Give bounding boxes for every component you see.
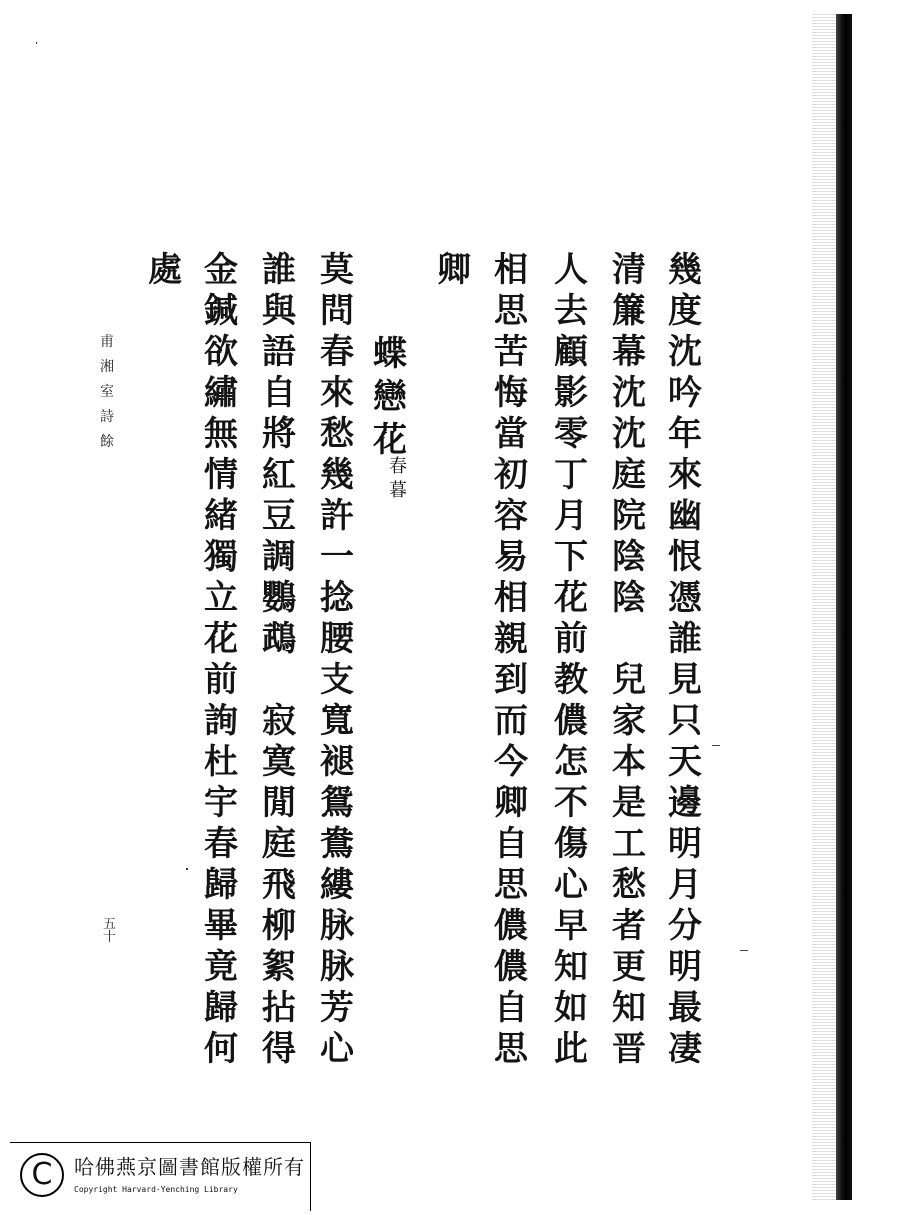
copyright-icon: C — [20, 1153, 64, 1197]
character: 前 — [204, 660, 238, 700]
character: 捻 — [320, 578, 354, 618]
poem2-subtitle — [389, 455, 407, 503]
character: 與 — [262, 291, 296, 331]
character: 愁 — [320, 414, 354, 454]
character: 去 — [554, 291, 588, 331]
character: 寂 — [262, 701, 296, 741]
character: 誰 — [668, 619, 702, 659]
character: 誰 — [262, 250, 296, 290]
character: 見 — [668, 660, 702, 700]
character: 邊 — [668, 783, 702, 823]
character: 教 — [554, 660, 588, 700]
character: 室 — [100, 384, 114, 400]
character: 晋 — [612, 1029, 646, 1069]
character: 歸 — [204, 865, 238, 905]
character: 相 — [494, 250, 528, 290]
character: 度 — [668, 291, 702, 331]
character: 十 — [103, 930, 117, 945]
character: 飛 — [262, 865, 296, 905]
poem1-column-1 — [668, 250, 702, 1070]
character: 絮 — [262, 947, 296, 987]
character: 問 — [320, 291, 354, 331]
page-binding-edge — [836, 14, 852, 1200]
character: 繡 — [204, 373, 238, 413]
poem1-column-5 — [437, 250, 471, 291]
margin-mark — [712, 745, 720, 746]
character: 許 — [320, 496, 354, 536]
character: 容 — [494, 496, 528, 536]
character: 卿 — [494, 783, 528, 823]
character: 寞 — [262, 742, 296, 782]
character: 庭 — [262, 824, 296, 864]
character: 鴛 — [320, 783, 354, 823]
character: 零 — [554, 414, 588, 454]
character: 儂 — [554, 701, 588, 741]
character: 沈 — [668, 332, 702, 372]
character: 前 — [554, 619, 588, 659]
character: 家 — [612, 701, 646, 741]
character: 拈 — [262, 988, 296, 1028]
character: 鸚 — [262, 578, 296, 618]
poem1-column-2 — [612, 250, 646, 1070]
character: 最 — [668, 988, 702, 1028]
poem2-column-3 — [204, 250, 238, 1070]
character: 無 — [204, 414, 238, 454]
character: 柳 — [262, 906, 296, 946]
character: 調 — [262, 537, 296, 577]
character: 相 — [494, 578, 528, 618]
character: 陰 — [612, 578, 646, 618]
character: 卿 — [437, 250, 471, 290]
character: 春 — [389, 456, 407, 477]
character: 儂 — [494, 906, 528, 946]
character: 花 — [554, 578, 588, 618]
character: 鴦 — [320, 824, 354, 864]
character: 丁 — [554, 455, 588, 495]
character: 更 — [612, 947, 646, 987]
character: 蝶 — [373, 334, 407, 374]
character: 自 — [494, 988, 528, 1028]
character: 歸 — [204, 988, 238, 1028]
character: 知 — [612, 988, 646, 1028]
character: 支 — [320, 660, 354, 700]
margin-page-number — [103, 918, 116, 944]
character: 處 — [148, 250, 182, 290]
character: 褪 — [320, 742, 354, 782]
ink-speck — [36, 42, 37, 44]
character: 明 — [668, 824, 702, 864]
character: 明 — [668, 947, 702, 987]
character: 獨 — [204, 537, 238, 577]
poem1-column-4 — [494, 250, 528, 1070]
poem2-column-4 — [148, 250, 182, 291]
character: 欲 — [204, 332, 238, 372]
character: 春 — [320, 332, 354, 372]
character: 脉 — [320, 906, 354, 946]
character: 思 — [494, 865, 528, 905]
character: 知 — [554, 947, 588, 987]
character: 紅 — [262, 455, 296, 495]
character: 影 — [554, 373, 588, 413]
character: 一 — [320, 537, 354, 577]
character: 凄 — [668, 1029, 702, 1069]
character: 寬 — [320, 701, 354, 741]
character: 幾 — [668, 250, 702, 290]
character: 立 — [204, 578, 238, 618]
character: 是 — [612, 783, 646, 823]
page-edge-shadow — [812, 14, 836, 1200]
character: 人 — [554, 250, 588, 290]
character: 豆 — [262, 496, 296, 536]
character: 莫 — [320, 250, 354, 290]
character: 下 — [554, 537, 588, 577]
character: 傷 — [554, 824, 588, 864]
character: 心 — [554, 865, 588, 905]
character: 花 — [373, 420, 407, 460]
character: 而 — [494, 701, 528, 741]
character: 竟 — [204, 947, 238, 987]
character: 詩 — [100, 409, 114, 425]
character: 顧 — [554, 332, 588, 372]
character: 鍼 — [204, 291, 238, 331]
character: 如 — [554, 988, 588, 1028]
character: 宇 — [204, 783, 238, 823]
character: 當 — [494, 414, 528, 454]
character: 詢 — [204, 701, 238, 741]
character: 儂 — [494, 947, 528, 987]
character: 恨 — [668, 537, 702, 577]
margin-book-title — [100, 330, 114, 455]
character: 初 — [494, 455, 528, 495]
character: 簾 — [612, 291, 646, 331]
character: 鵡 — [262, 619, 296, 659]
copyright-english: Copyright Harvard-Yenching Library — [74, 1185, 238, 1194]
character: 暮 — [389, 480, 407, 501]
poem2-column-2 — [262, 250, 296, 1070]
character: 年 — [668, 414, 702, 454]
character: 畢 — [204, 906, 238, 946]
character: 來 — [320, 373, 354, 413]
character: 工 — [612, 824, 646, 864]
character: 湘 — [100, 359, 114, 375]
character: 自 — [262, 373, 296, 413]
character: 不 — [554, 783, 588, 823]
poem1-column-3 — [554, 250, 588, 1070]
character: 悔 — [494, 373, 528, 413]
character: 今 — [494, 742, 528, 782]
character: 親 — [494, 619, 528, 659]
character: 五 — [103, 917, 117, 932]
character: 吟 — [668, 373, 702, 413]
character: 來 — [668, 455, 702, 495]
character: 自 — [494, 824, 528, 864]
poem2-title — [373, 333, 407, 462]
character: 花 — [204, 619, 238, 659]
character: 本 — [612, 742, 646, 782]
character: 杜 — [204, 742, 238, 782]
character: 戀 — [373, 377, 407, 417]
character: 幕 — [612, 332, 646, 372]
character: 語 — [262, 332, 296, 372]
character: 院 — [612, 496, 646, 536]
character: 脉 — [320, 947, 354, 987]
character: 何 — [204, 1029, 238, 1069]
character: 沈 — [612, 373, 646, 413]
character: 思 — [494, 291, 528, 331]
character: 將 — [262, 414, 296, 454]
character: 幽 — [668, 496, 702, 536]
character: 心 — [320, 1029, 354, 1069]
character: 兒 — [612, 660, 646, 700]
character: 陰 — [612, 537, 646, 577]
character: 縷 — [320, 865, 354, 905]
character: 月 — [554, 496, 588, 536]
character: 金 — [204, 250, 238, 290]
character: 情 — [204, 455, 238, 495]
character: 閒 — [262, 783, 296, 823]
character: 苦 — [494, 332, 528, 372]
character: 清 — [612, 250, 646, 290]
character: 憑 — [668, 578, 702, 618]
character: 者 — [612, 906, 646, 946]
character: 庭 — [612, 455, 646, 495]
character: 春 — [204, 824, 238, 864]
character: 幾 — [320, 455, 354, 495]
poem2-column-1 — [320, 250, 354, 1070]
character: 到 — [494, 660, 528, 700]
character: 只 — [668, 701, 702, 741]
character: 甫 — [100, 334, 114, 350]
character: 芳 — [320, 988, 354, 1028]
character: 餘 — [100, 434, 114, 450]
character: 此 — [554, 1029, 588, 1069]
character: 愁 — [612, 865, 646, 905]
character: 思 — [494, 1029, 528, 1069]
character: 腰 — [320, 619, 354, 659]
character: 月 — [668, 865, 702, 905]
margin-mark — [740, 950, 748, 951]
character: 天 — [668, 742, 702, 782]
character: 得 — [262, 1029, 296, 1069]
character: 緒 — [204, 496, 238, 536]
character: 分 — [668, 906, 702, 946]
character: 沈 — [612, 414, 646, 454]
character: 怎 — [554, 742, 588, 782]
ink-speck — [186, 868, 188, 870]
character: 易 — [494, 537, 528, 577]
character: 早 — [554, 906, 588, 946]
copyright-stamp — [10, 1142, 311, 1211]
copyright-chinese: 哈佛燕京圖書館版權所有 — [74, 1155, 305, 1179]
